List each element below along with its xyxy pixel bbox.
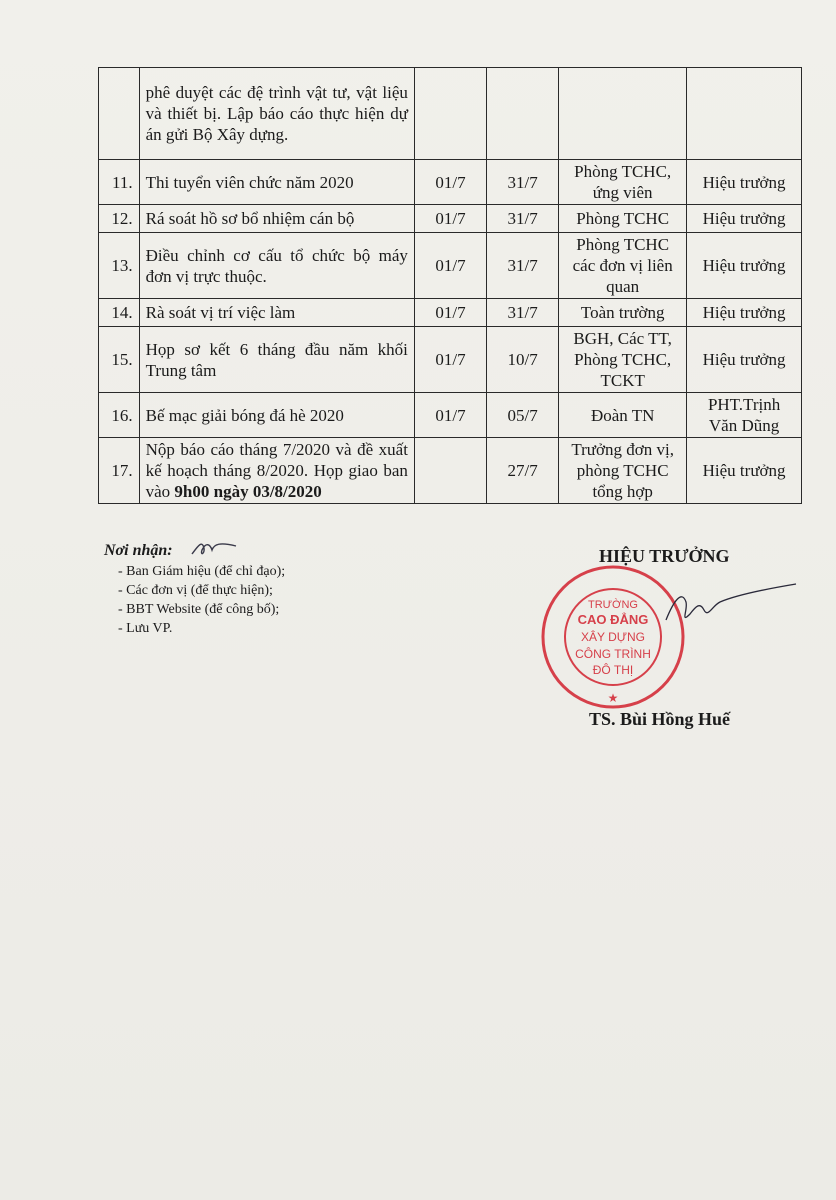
- unit-cell: Phòng TCHC, ứng viên: [559, 160, 687, 205]
- task-cell: Điều chỉnh cơ cấu tổ chức bộ máy đơn vị trực thuộc.: [139, 233, 414, 299]
- svg-text:★: ★: [607, 691, 619, 705]
- end-date: 31/7: [487, 205, 559, 233]
- task-cell: Thi tuyển viên chức năm 2020: [139, 160, 414, 205]
- responsible-cell: Hiệu trưởng: [687, 205, 802, 233]
- meeting-time: 9h00 ngày 03/8/2020: [174, 482, 322, 501]
- row-number: 13.: [99, 233, 140, 299]
- recipients-list: [118, 562, 285, 638]
- end-date: 27/7: [487, 438, 559, 504]
- table-row: [99, 160, 802, 205]
- unit-cell: Toàn trường: [559, 299, 687, 327]
- recipients-title: Nơi nhận:: [104, 542, 173, 559]
- start-date: [414, 68, 486, 160]
- unit-cell: [559, 68, 687, 160]
- list-item: - Các đơn vị (để thực hiện);: [118, 583, 273, 598]
- row-number: 16.: [99, 393, 140, 438]
- signer-name: TS. Bùi Hồng Huế: [589, 709, 731, 729]
- table-row: [99, 68, 802, 160]
- end-date: 31/7: [487, 299, 559, 327]
- task-cell: Họp sơ kết 6 tháng đầu năm khối Trung tâm: [139, 327, 414, 393]
- responsible-cell: Hiệu trưởng: [687, 327, 802, 393]
- row-number: 11.: [99, 160, 140, 205]
- table-row: [99, 299, 802, 327]
- task-cell: phê duyệt các đệ trình vật tư, vật liệu và thiết bị. Lập báo cáo thực hiện dự án gửi Bộ Xây dựng.: [139, 68, 414, 160]
- responsible-cell: Hiệu trưởng: [687, 160, 802, 205]
- list-item: - Ban Giám hiệu (để chỉ đạo);: [118, 564, 286, 579]
- seal-line-4: CÔNG TRÌNH: [575, 647, 651, 661]
- start-date: [414, 438, 486, 504]
- start-date: 01/7: [414, 393, 486, 438]
- row-number: 12.: [99, 205, 140, 233]
- initial-signature-icon: [190, 536, 240, 560]
- seal-line-1: TRƯỜNG: [588, 599, 638, 611]
- work-plan-table: [98, 67, 802, 504]
- start-date: 01/7: [414, 327, 486, 393]
- responsible-cell: PHT.Trịnh Văn Dũng: [687, 393, 802, 438]
- task-cell: Rá soát hồ sơ bổ nhiệm cán bộ: [139, 205, 414, 233]
- signer-title: HIỆU TRƯỞNG: [599, 546, 730, 566]
- end-date: [487, 68, 559, 160]
- unit-cell: Phòng TCHC các đơn vị liên quan: [559, 233, 687, 299]
- end-date: 31/7: [487, 233, 559, 299]
- unit-cell: Trưởng đơn vị, phòng TCHC tổng hợp: [559, 438, 687, 504]
- table-row: [99, 233, 802, 299]
- unit-cell: Đoàn TN: [559, 393, 687, 438]
- seal-line-3: XÂY DỰNG: [580, 630, 646, 644]
- responsible-cell: [687, 68, 802, 160]
- list-item: - Lưu VP.: [118, 621, 173, 636]
- task-cell: Bế mạc giải bóng đá hè 2020: [139, 393, 414, 438]
- responsible-cell: Hiệu trưởng: [687, 438, 802, 504]
- table-row: [99, 438, 802, 504]
- end-date: 10/7: [487, 327, 559, 393]
- task-cell: [139, 438, 414, 504]
- table-row: [99, 327, 802, 393]
- responsible-cell: Hiệu trưởng: [687, 299, 802, 327]
- responsible-cell: Hiệu trưởng: [687, 233, 802, 299]
- row-number: 15.: [99, 327, 140, 393]
- unit-cell: Phòng TCHC: [559, 205, 687, 233]
- start-date: 01/7: [414, 160, 486, 205]
- seal-line-5: ĐÔ THỊ: [592, 663, 634, 677]
- list-item: - BBT Website (để công bố);: [118, 602, 280, 617]
- start-date: 01/7: [414, 233, 486, 299]
- seal-line-2: CAO ĐẲNG: [577, 612, 649, 627]
- signature-icon: [660, 580, 800, 640]
- end-date: 31/7: [487, 160, 559, 205]
- start-date: 01/7: [414, 299, 486, 327]
- row-number: 14.: [99, 299, 140, 327]
- table-row: [99, 205, 802, 233]
- start-date: 01/7: [414, 205, 486, 233]
- table-row: [99, 393, 802, 438]
- task-cell: Rà soát vị trí việc làm: [139, 299, 414, 327]
- unit-cell: BGH, Các TT, Phòng TCHC, TCKT: [559, 327, 687, 393]
- task-text: Nộp báo cáo tháng 7/2020 và đề xuất kế hoạch tháng 8/2020. Họp giao ban vào: [145, 440, 408, 501]
- row-number: 17.: [99, 438, 140, 504]
- row-number: [99, 68, 140, 160]
- end-date: 05/7: [487, 393, 559, 438]
